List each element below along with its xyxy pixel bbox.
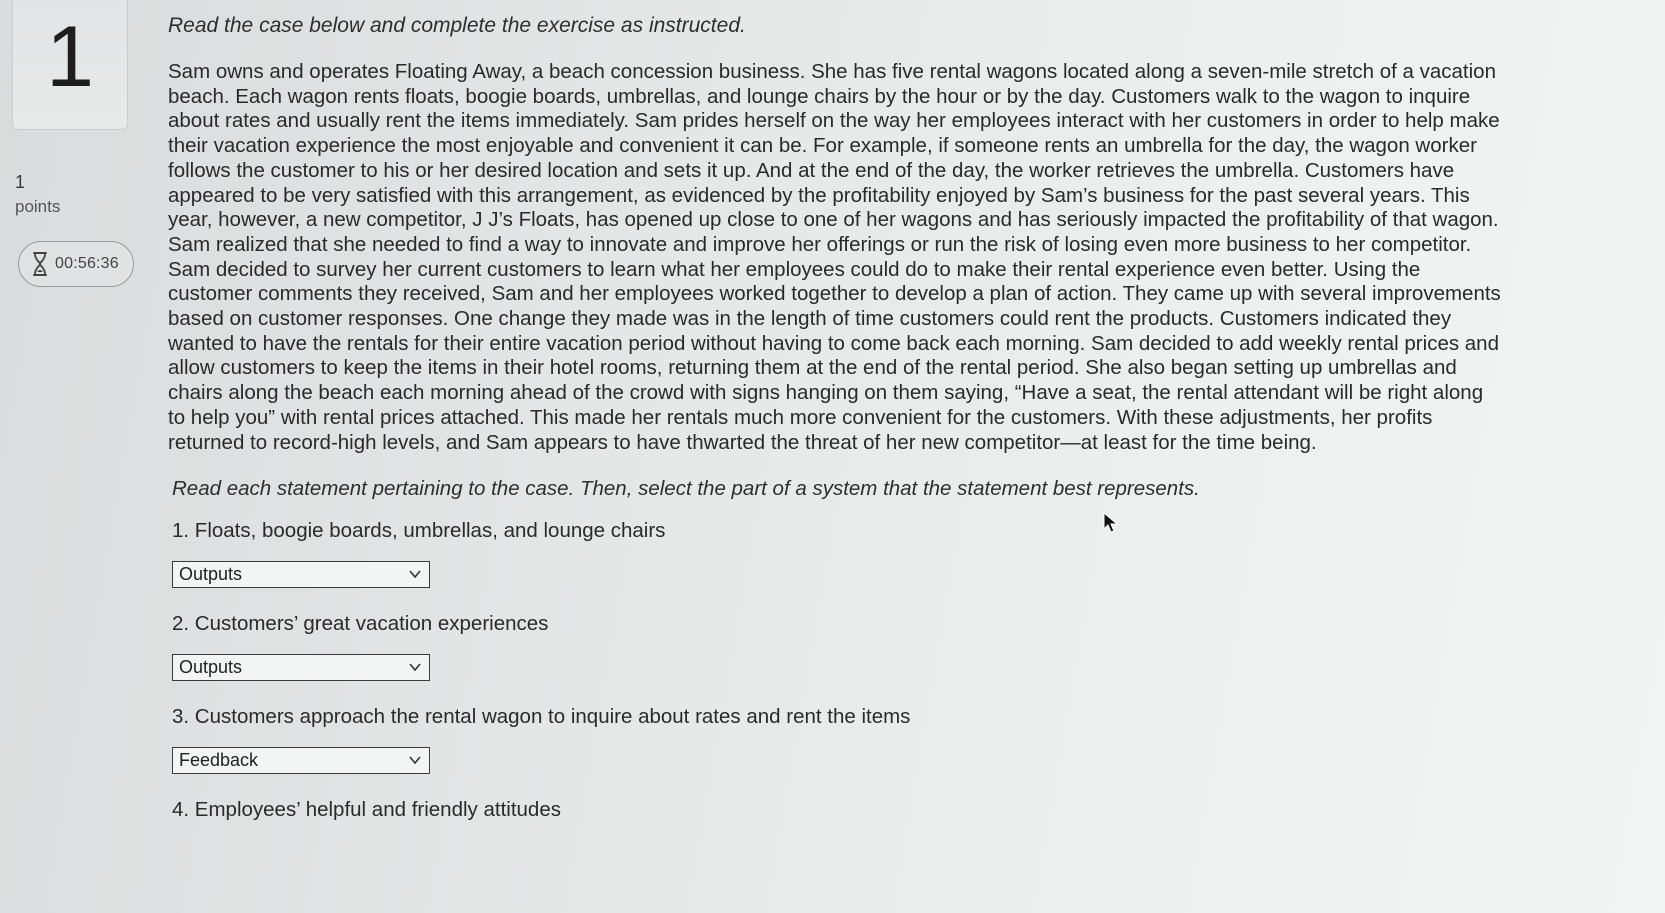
statement-4: 4. Employees’ helpful and friendly attitudes — [172, 798, 561, 822]
statement-2-selected-value: Outputs — [179, 657, 243, 678]
question-number-box — [12, 0, 128, 130]
statement-3-select[interactable] — [172, 747, 430, 774]
statement-3-selected-value: Feedback — [179, 750, 259, 771]
statement-2-select[interactable] — [172, 654, 430, 681]
chevron-down-icon — [409, 754, 421, 766]
instruction-text: Read the case below and complete the exercise as instructed. — [168, 14, 746, 37]
points-label: points — [15, 197, 61, 216]
statement-1-select[interactable] — [172, 561, 430, 588]
question-number: 1 — [46, 9, 94, 105]
mouse-cursor-icon — [1103, 512, 1119, 534]
chevron-down-icon — [409, 568, 421, 580]
statement-3: 3. Customers approach the rental wagon to inquire about rates and rent the items — [172, 705, 911, 729]
hourglass-icon — [31, 251, 49, 277]
timer-text: 00:56:36 — [55, 255, 119, 272]
case-text: Sam owns and operates Floating Away, a beach concession business. She has five rental wagons located along a seven-mile stretch of a vacation beach. Each wagon rents floats, boogie boards, umbrellas, and lounge chairs by the hour or by the day. Customers walk to the wagon to inquire about rates and usually rent the items immediately. Sam prides herself on the way her employees interact with her customers in order to help make their vacation experience the most enjoyable and convenient it can be. For example, if someone rents an umbrella for the day, the wagon worker follows the customer to his or her desired location and sets it up. And at the end of the day, the worker retrieves the umbrella. Customers have appeared to be very satisfied with this arrangement, as evidenced by the profitability enjoyed by Sam’s business for the past several years. This year, however, a new competitor, J J’s Floats, has opened up close to one of her wagons and has seriously impacted the profitability of that wagon. Sam realized that she needed to find a way to innovate and improve her offerings or run the risk of losing even more business to her competitor. Sam decided to survey her current customers to learn what her employees could do to make their rental experience even better. Using the customer comments they received, Sam and her employees worked together to develop a plan of action. They came up with several improvements based on customer responses. One change they made was in the length of time customers could rent the products. Customers indicated they wanted to have the rentals for their entire vacation period without having to come back each morning. Sam decided to add weekly rental prices and allow customers to keep the items in their hotel rooms, returning them at the end of the rental period. She also began setting up umbrellas and chairs along the beach each morning ahead of the crowd with signs hanging on them saying, “Have a seat, the rental attendant will be right along to help you” with rental prices attached. This made her rentals much more convenient for the customers. With these adjustments, her profits returned to record-high levels, and Sam appears to have thwarted the threat of her new competitor—at least for the time being. — [168, 60, 1501, 454]
question-content — [168, 14, 1508, 840]
statement-2: 2. Customers’ great vacation experiences — [172, 612, 549, 636]
chevron-down-icon — [409, 661, 421, 673]
statement-1-selected-value: Outputs — [179, 564, 243, 585]
points-value: 1 — [15, 172, 26, 192]
statement-1: 1. Floats, boogie boards, umbrellas, and lounge chairs — [172, 519, 666, 543]
question-intro: Read each statement pertaining to the case. Then, select the part of a system that the statement best represents. — [172, 477, 1200, 501]
timer[interactable] — [18, 241, 134, 287]
